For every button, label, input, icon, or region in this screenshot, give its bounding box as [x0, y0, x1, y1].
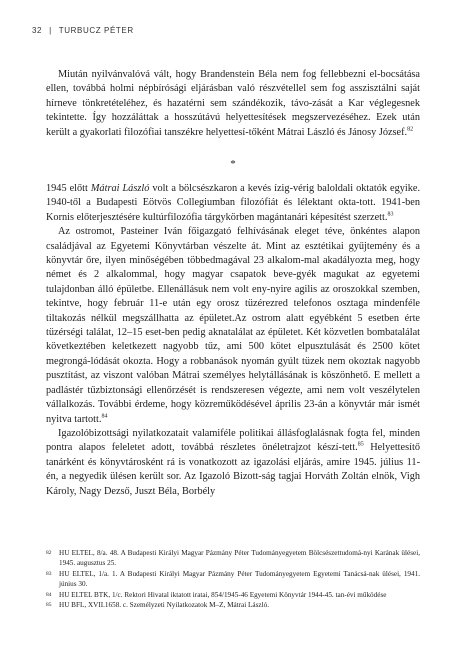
paragraph-text: Az ostromot, Pasteiner Iván főigazgató felhívásának eleget téve, önkéntes alapon családjával az Egyetemi Könyvtárban vészelte át. Mint az esztétikai gyűjtemény és a könyvtár őre, ilyen minőségében többedmagával 23 alkalom-mal akadályozta meg, hogy német és 2 alkalommal, hogy magyar csapatok beve-gyék magukat az egyetemi tulajdonban álló épületbe. Ellenállásuk nem volt eny-nyire agilis az oroszokkal szemben, tekintve, hogy február 11-e után egy orosz tüzérezred telefonos osztaga mindenféle tiltakozás nélkül megszállhatta az épületet.Az ostrom alatt egyébként 5 esetben érte tüzérségi találat, 12–15 eset-ben pedig aknatalálat az épületet. Két közvetlen bombatalálat következtében keletkezett nagyobb tűz, ami 500 kötet elpusztulását és 2500 kötet megrongá-lódását okozta. Hogy a robbanások nyomán gyúlt tüzek nem okoztak nagyobb pusztítást, az viszont valóban Mátrai személyes helytállásának is köszönhető. E mellett a padlástér tűzbiztonsági ellenőrzését is rendszeresen végezte, ami nem volt veszélytelen vállalkozás. További érdeme, hogy közreműködésével április 23-án a könyvtár már ismét nyitva tartott. — [46, 226, 420, 425]
body-section-2 — [46, 182, 420, 499]
footnote — [46, 548, 420, 569]
page-number: 32 — [32, 26, 43, 35]
paragraph-text: volt a bölcsészkaron a kevés ízig-vérig baloldali oktatók egyike. 1940-től a Budapesti Eötvös Collegiumban filozófiát és lélektant okta-tott. 1941-ben Kornis előterjesztésére kultúrfilozófia tárgykörben magántanári képesítést szerzett. — [46, 183, 421, 223]
paragraph — [46, 225, 420, 427]
running-header — [32, 26, 134, 35]
footnotes — [46, 548, 420, 610]
footnote — [46, 569, 420, 590]
footnote-text: HU BFL, XVII.1658. c. Személyzeti Nyilatkozatok M–Z, Mátrai László. — [59, 601, 269, 610]
paragraph-text: 1945 előtt — [46, 183, 91, 194]
header-author: TURBUCZ PÉTER — [58, 26, 134, 35]
paragraph-text: Miután nyilvánvalóvá vált, hogy Brandenstein Béla nem fog fellebbezni el-bocsátása ellen, továbbá holmi népbírósági eljárásban való részvétellel sem fog asszisztálni saját hírneve tönkretételéhez, és hazatérni sem szándékozik, távo-zását a Kar véglegesnek tekintette. Így hozzáláttak a hosszútávú helyettesítések megszervezéséhez. Ezek után került a gyakorlati filozófiai tanszékre helyettesí-tőként Mátrai László és Jánosy József. — [46, 69, 420, 138]
footnote-text: HU ELTEL, 8/a. 48. A Budapesti Királyi Magyar Pázmány Péter Tudományegyetem Bölcsészettudomá-nyi Karának ülései, 1945. augusztus 25. — [59, 549, 420, 568]
paragraph-text: Igazolóbizottsági nyilatkozatait valamiféle politikai állásfoglalásnak fogta fel, minden pontra alapos feleletet adott, továbbá részletes önéletrajzot készí-tett. — [46, 427, 420, 454]
footnote-number: 83 — [46, 570, 52, 577]
paragraph — [46, 427, 420, 499]
footnote — [46, 600, 420, 610]
footnote-text: HU ELTEL, 1/a. 1. A Budapesti Királyi Magyar Pázmány Péter Tudományegyetem Egyetemi Tanácsá-nak ülései, 1941. június 30. — [59, 569, 420, 589]
header-separator: | — [49, 26, 52, 35]
footnote-text: HU ELTEL BTK, 1/c. Rektori Hivatal iktatott iratai, 854/1945-46 Egyetemi Könyvtár 1944-45. tan-évi működése — [59, 590, 387, 599]
footnote-number: 84 — [46, 591, 52, 598]
footnote-number: 82 — [46, 550, 52, 556]
footnote-ref[interactable]: 84 — [101, 413, 108, 420]
footnote-number: 85 — [46, 602, 52, 609]
section-divider: * — [230, 158, 236, 170]
footnote — [46, 590, 420, 600]
paragraph — [46, 182, 420, 225]
footnote-ref[interactable]: 82 — [407, 126, 414, 133]
footnote-ref[interactable]: 83 — [387, 211, 394, 218]
footnote-ref[interactable]: 85 — [357, 441, 364, 448]
paragraph — [46, 68, 420, 140]
person-name: Mátrai László — [90, 183, 150, 194]
paragraph-text: Helyettesítő tanárként és könyvtárosként rá is vonatkozott az igazolási eljárás, amire 1945. július 11-én, a negyedik ülésen került sor. Az Igazoló Bizott-ság tagjai Horváth Zoltán elnök, Vigh Károly, Nagy Dezső, Juszt Béla, Borbély — [46, 442, 420, 497]
body-section-1 — [46, 68, 420, 140]
